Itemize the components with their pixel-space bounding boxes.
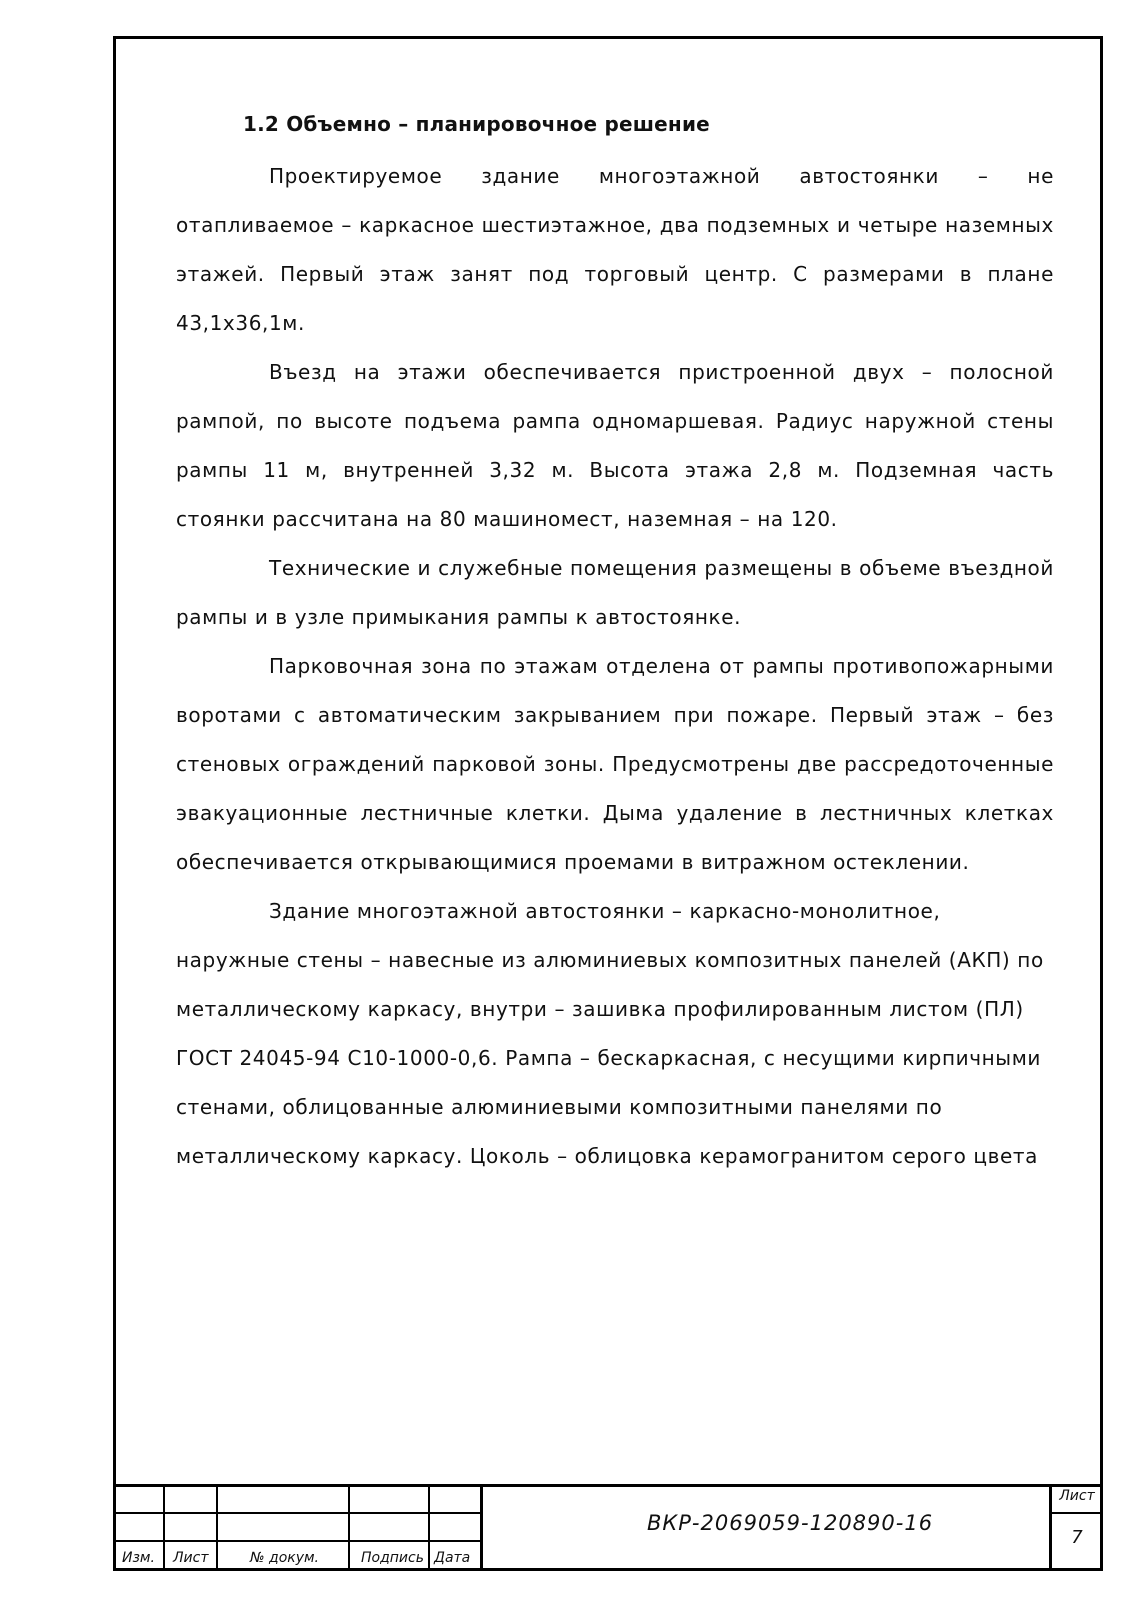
col-doc-label: № докум. <box>250 1550 320 1566</box>
col-izm-label: Изм. <box>122 1550 155 1566</box>
sheet-label: Лист <box>1059 1488 1095 1504</box>
paragraph: Парковочная зона по этажам отделена от рампы противопожарными воротами с автоматическим закрыванием при пожаре. Первый этаж – без стеновых ограждений парковой зоны. Предусмотрены две рассредоточенные эвакуационные лестничные клетки. Дыма удаление в лестничных клетках обеспечивается открывающимися проемами в витражном остеклении. <box>176 654 1054 874</box>
paragraph: Въезд на этажи обеспечивается пристроенной двух – полосной рампой, по высоте подъема рампа одномаршевая. Радиус наружной стены рампы 11 м, внутренней 3,32 м. Высота этажа 2,8 м. Подземная часть стоянки рассчитана на 80 машиномест, наземная – на 120. <box>176 360 1054 531</box>
paragraph: Технические и служебные помещения размещены в объеме въездной рампы и в узле примыкания рампы к автостоянке. <box>176 556 1054 629</box>
document-code: ВКР-2069059-120890-16 <box>646 1511 934 1535</box>
col-date-label: Дата <box>434 1550 471 1566</box>
sheet-number: 7 <box>1071 1527 1083 1548</box>
body-text <box>176 152 1054 1181</box>
paragraph: Здание многоэтажной автостоянки – каркасно-монолитное, наружные стены – навесные из алюминиевых композитных панелей (АКП) по металлическому каркасу, внутри – зашивка профилированным листом (ПЛ) ГОСТ 24045-94 С10-1000-0,6. Рампа – бескаркасная, с несущими кирпичными стенами, облицованные алюминиевыми композитными панелями по металлическому каркасу. Цоколь – облицовка керамогранитом серого цвета <box>176 899 1044 1168</box>
col-list-label: Лист <box>173 1550 209 1566</box>
col-sign-label: Подпись <box>361 1550 424 1566</box>
paragraph: Проектируемое здание многоэтажной автостоянки – не отапливаемое – каркасное шестиэтажное, два подземных и четыре наземных этажей. Первый этаж занят под торговый центр. С размерами в плане 43,1х36,1м. <box>176 164 1054 335</box>
section-heading: 1.2 Объемно – планировочное решение <box>243 112 710 136</box>
